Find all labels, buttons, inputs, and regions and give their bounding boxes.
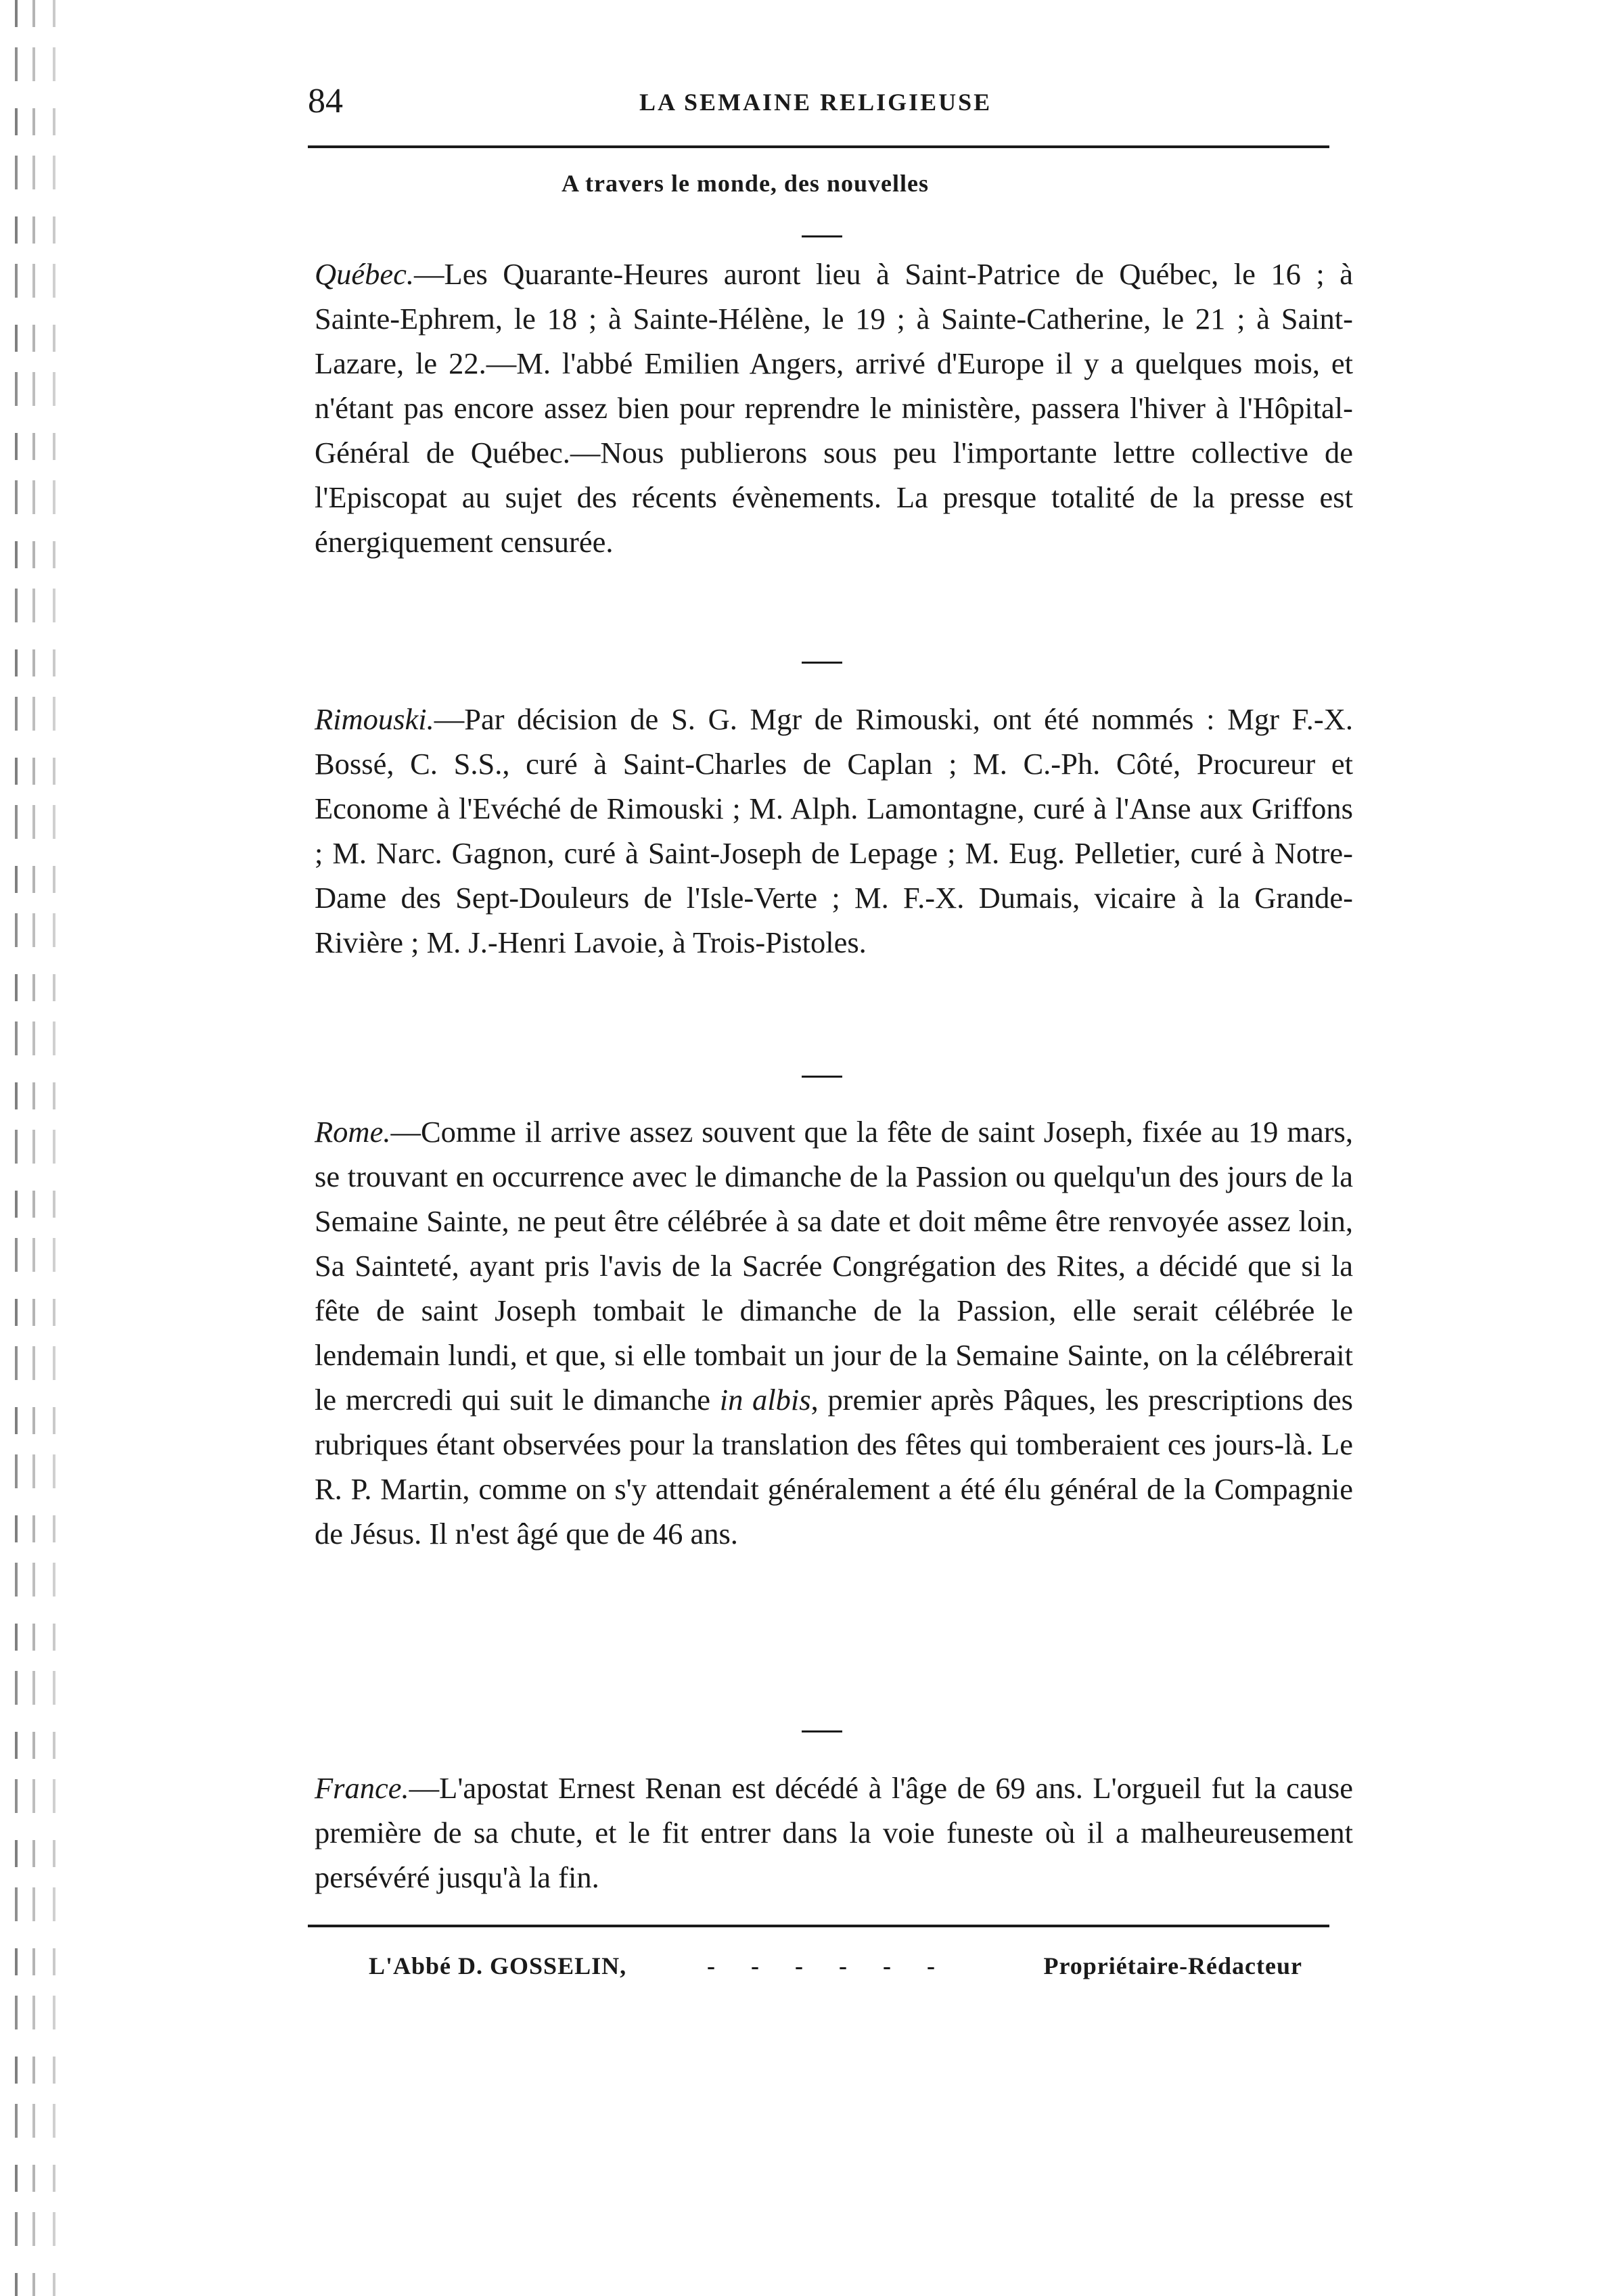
article-place: Rome. (315, 1115, 391, 1149)
article-text: —L'apostat Ernest Renan est décédé à l'âge de 69 ans. L'orgueil fut la cause première de sa chute, et le fit entrer dans la voie funeste où il a malheureusement persévéré jusqu'à la fin. (315, 1771, 1353, 1894)
article-text: , premier après Pâques, les prescriptions des rubriques étant observées pour la translation des fêtes qui tomberaient ces jours-là. Le R. P. Martin, comme on s'y attendait généralement a été élu général de la Compagnie de Jésus. Il n'est âgé que de 46 ans. (315, 1383, 1353, 1551)
article-place: France. (315, 1771, 409, 1805)
separator-dash (802, 1730, 842, 1732)
page-header (308, 81, 1323, 129)
article-rome (315, 1109, 1353, 1556)
article-italic: in albis (719, 1383, 811, 1417)
header-rule (308, 145, 1329, 148)
article-place: Québec. (315, 257, 415, 291)
section-title: A travers le monde, des nouvelles (562, 170, 929, 197)
article-rimouski (315, 697, 1353, 965)
page-footer (369, 1952, 1302, 1992)
separator-dash (802, 662, 842, 664)
running-title: LA SEMAINE RELIGIEUSE (639, 89, 992, 116)
footer-rule (308, 1925, 1329, 1927)
separator-dash (802, 235, 842, 237)
article-text: —Les Quarante-Heures auront lieu à Saint-Patrice de Québec, le 16 ; à Sainte-Ephrem, le 18 ; à Sainte-Hélène, le 19 ; à Sainte-Catherine, le 21 ; à Saint-Lazare, le 22.—M. l'abbé Emilien Angers, arrivé d'Europe il y a quelques mois, et n'étant pas encore assez bien pour reprendre le ministère, passera l'hiver à l'Hôpital-Général de Québec.—Nous publierons sous peu l'importante lettre collective de l'Episcopat au sujet des récents évènements. La presque totalité de la presse est énergiquement censurée. (315, 257, 1353, 559)
footer-leaders: - - - - - - (707, 1952, 950, 1979)
article-place: Rimouski. (315, 702, 434, 736)
page-number: 84 (308, 82, 343, 120)
binding-edge (0, 0, 81, 2296)
article-france (315, 1766, 1353, 1900)
article-text: —Comme il arrive assez souvent que la fête de saint Joseph, fixée au 19 mars, se trouvant en occurrence avec le dimanche de la Passion ou quelqu'un des jours de la Semaine Sainte, ne peut être célébrée à sa date et doit même être renvoyée assez loin, Sa Sainteté, ayant pris l'avis de la Sacrée Congrégation des Rites, a décidé que si la fête de saint Joseph tombait le dimanche de la Passion, elle serait célébrée le lendemain lundi, et que, si elle tombait un jour de la Semaine Sainte, on la célébrerait le mercredi qui suit le dimanche (315, 1115, 1353, 1417)
footer-author: L'Abbé D. GOSSELIN, (369, 1952, 627, 1979)
footer-role: Propriétaire-Rédacteur (1043, 1952, 1302, 1979)
article-text: —Par décision de S. G. Mgr de Rimouski, ont été nommés : Mgr F.-X. Bossé, C. S.S., curé à Saint-Charles de Caplan ; M. C.-Ph. Côté, Procureur et Econome à l'Evéché de Rimouski ; M. Alph. Lamontagne, curé à l'Anse aux Griffons ; M. Narc. Gagnon, curé à Saint-Joseph de Lepage ; M. Eug. Pelletier, curé à Notre-Dame des Sept-Douleurs de l'Isle-Verte ; M. F.-X. Dumais, vicaire à la Grande-Rivière ; M. J.-Henri Lavoie, à Trois-Pistoles. (315, 702, 1353, 959)
separator-dash (802, 1076, 842, 1078)
article-quebec (315, 252, 1353, 564)
